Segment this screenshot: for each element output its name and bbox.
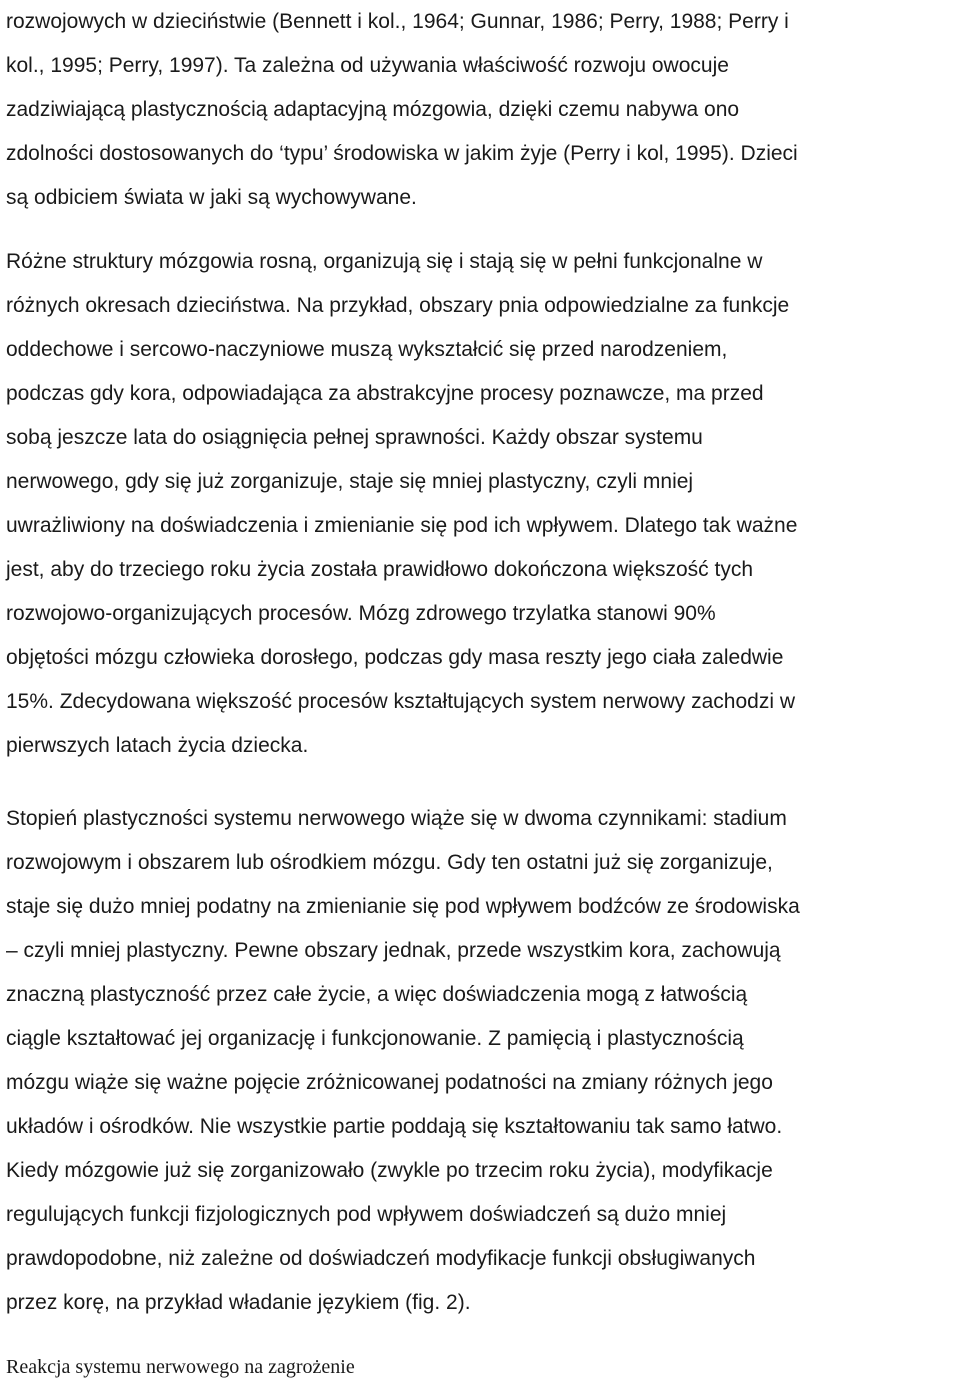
text-line: układów i ośrodków. Nie wszystkie partie poddają się kształtowaniu tak samo łatwo.	[6, 1115, 783, 1138]
text-line: sobą jeszcze lata do osiągnięcia pełnej sprawności. Każdy obszar systemu	[6, 426, 703, 449]
text-line: rozwojowym i obszarem lub ośrodkiem mózgu. Gdy ten ostatni już się zorganizuje,	[6, 851, 773, 874]
text-line: staje się dużo mniej podatny na zmienianie się pod wpływem bodźców ze środowiska	[6, 895, 800, 918]
text-line: nerwowego, gdy się już zorganizuje, staje się mniej plastyczny, czyli mniej	[6, 470, 694, 493]
text-line: kol., 1995; Perry, 1997). Ta zależna od używania właściwość rozwoju owocuje	[6, 54, 729, 77]
paragraph-1	[6, 0, 798, 220]
text-line: Kiedy mózgowie już się zorganizowało (zwykle po trzecim roku życia), modyfikacje	[6, 1159, 773, 1182]
text-line: prawdopodobne, niż zależne od doświadczeń modyfikacje funkcji obsługiwanych	[6, 1247, 756, 1270]
text-line: są odbiciem świata w jaki są wychowywane.	[6, 186, 417, 209]
text-line: pierwszych latach życia dziecka.	[6, 734, 309, 757]
text-line: rozwojowych w dzieciństwie (Bennett i kol., 1964; Gunnar, 1986; Perry, 1988; Perry i	[6, 10, 789, 33]
text-line: znaczną plastyczność przez całe życie, a więc doświadczenia mogą z łatwością	[6, 983, 748, 1006]
text-line: rozwojowo-organizujących procesów. Mózg zdrowego trzylatka stanowi 90%	[6, 602, 716, 625]
text-line: mózgu wiąże się ważne pojęcie zróżnicowanej podatności na zmiany różnych jego	[6, 1071, 773, 1094]
text-line: jest, aby do trzeciego roku życia została prawidłowo dokończona większość tych	[6, 558, 754, 581]
text-line: – czyli mniej plastyczny. Pewne obszary jednak, przede wszystkim kora, zachowują	[6, 939, 781, 962]
paragraph-2	[6, 240, 797, 768]
text-line: przez korę, na przykład władanie językiem (fig. 2).	[6, 1291, 471, 1314]
text-line: Stopień plastyczności systemu nerwowego wiąże się w dwoma czynnikami: stadium	[6, 807, 787, 830]
section-heading: Reakcja systemu nerwowego na zagrożenie	[6, 1356, 355, 1378]
text-line: zadziwiającą plastycznością adaptacyjną mózgowia, dzięki czemu nabywa ono	[6, 98, 740, 121]
text-line: różnych okresach dzieciństwa. Na przykład, obszary pnia odpowiedzialne za funkcje	[6, 294, 790, 317]
text-line: ciągle kształtować jej organizację i funkcjonowanie. Z pamięcią i plastycznością	[6, 1027, 744, 1050]
text-line: uwrażliwiony na doświadczenia i zmienianie się pod ich wpływem. Dlatego tak ważne	[6, 514, 798, 537]
text-line: podczas gdy kora, odpowiadająca za abstrakcyjne procesy poznawcze, ma przed	[6, 382, 764, 405]
text-line: oddechowe i sercowo-naczyniowe muszą wykształcić się przed narodzeniem,	[6, 338, 728, 361]
text-line: regulujących funkcji fizjologicznych pod wpływem doświadczeń są dużo mniej	[6, 1203, 727, 1226]
text-line: 15%. Zdecydowana większość procesów kształtujących system nerwowy zachodzi w	[6, 690, 795, 713]
paragraph-3	[6, 797, 800, 1325]
text-line: zdolności dostosowanych do ‘typu’ środowiska w jakim żyje (Perry i kol, 1995). Dzieci	[6, 142, 798, 165]
text-line: Różne struktury mózgowia rosną, organizują się i stają się w pełni funkcjonalne w	[6, 250, 763, 273]
text-line: objętości mózgu człowieka dorosłego, podczas gdy masa reszty jego ciała zaledwie	[6, 646, 784, 669]
